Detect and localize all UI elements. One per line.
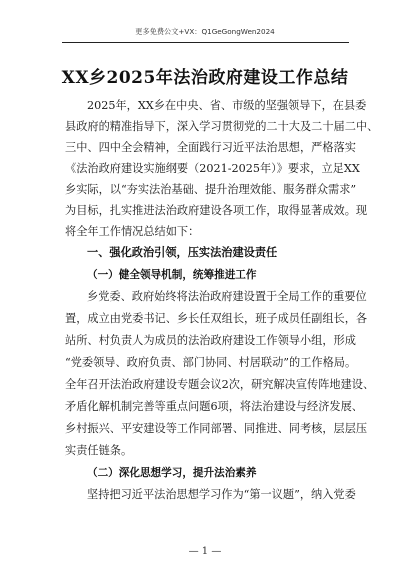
body-line: 全年召开法治政府建设专题会议2次，研究解决宣传阵地建设、 [65,378,375,391]
body-line: 站所、村负责人为成员的法治政府建设工作领导小组，形成 [65,334,356,347]
section-heading: 一、强化政治引领，压实法治建设责任 [87,246,278,259]
body-line: 乡党委、政府始终将法治政府建设置于全局工作的重要位 [87,290,367,303]
body-line: 实责任链条。 [65,444,133,457]
subsection-heading: （二）深化思想学习，提升法治素养 [87,467,257,479]
body-line: 矛盾化解机制完善等重点问题6项，将法治建设与经济发展、 [65,400,363,413]
header-divider [62,42,349,43]
body-line: “党委领导、政府负责、部门协同、村居联动”的工作格局。 [65,356,357,369]
body-line: 为目标，扎实推进法治政府建设各项工作，取得显著成效。现 [65,204,368,217]
body-line: 乡实际，以“夯实法治基础、提升治理效能、服务群众需求” [65,183,357,196]
page-header: 更多免费公文+VX：Q1GeGongWen2024 [135,27,275,36]
page-number: — 1 — [188,546,222,557]
body-line: 2025年，XX乡在中央、省、市级的坚强领导下，在县委 [87,99,367,112]
body-line: 乡村振兴、平安建设等工作同部署、同推进、同考核，层层压 [65,422,368,435]
body-line: 坚持把习近平法治思想学习作为“第一议题”，纳入党委 [87,488,356,501]
document-title: XX乡2025年法治政府建设工作总结 [61,68,349,88]
body-line: 《法治政府建设实施纲要（2021-2025年）》要求，立足XX [65,162,360,175]
body-line: 三中、四中全会精神，全面践行习近平法治思想，严格落实 [65,141,356,154]
body-line: 县政府的精准指导下，深入学习贯彻党的二十大及二十届二中、 [65,120,379,133]
body-line: 置，成立由党委书记、乡长任双组长，班子成员任副组长，各 [65,312,368,325]
body-line: 将全年工作情况总结如下： [65,225,200,238]
subsection-heading: （一）健全领导机制，统筹推进工作 [87,269,257,281]
